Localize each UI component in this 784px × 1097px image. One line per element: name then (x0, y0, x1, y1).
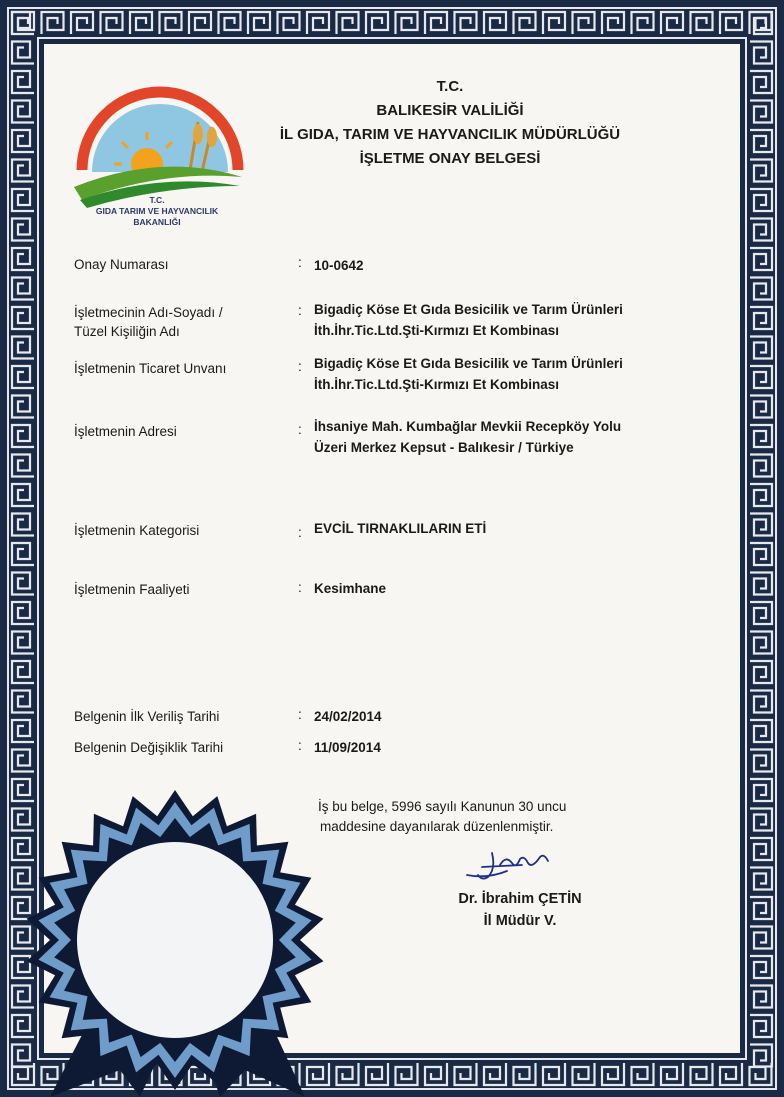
field-value: 10-0642 (314, 258, 364, 273)
field-value: Bigadiç Köse Et Gıda Besicilik ve Tarım Ürünleri İth.İhr.Tic.Ltd.Şti-Kırmızı Et Kombinası (314, 302, 623, 338)
field-label: İşletmenin Faaliyeti (74, 582, 190, 597)
ministry-logo-text (62, 195, 252, 228)
legal-basis-note: İş bu belge, 5996 sayılı Kanunun 30 uncu maddesine dayanılarak düzenlenmiştir. (318, 799, 567, 834)
field-value: İhsaniye Mah. Kumbağlar Mevkii Recepköy Yolu Üzeri Merkez Kepsut - Balıkesir / Türkiye (314, 419, 622, 455)
logo-name-line1: GIDA TARIM VE HAYVANCILIK (95, 206, 219, 216)
logo-name-line2: BAKANLIĞI (133, 217, 181, 227)
field-colon: : (298, 707, 302, 722)
field-label: Belgenin Değişiklik Tarihi (74, 740, 224, 755)
header-document-title: İŞLETME ONAY BELGESİ (359, 150, 541, 167)
field-colon: : (298, 525, 302, 540)
header-tc: T.C. (436, 78, 464, 95)
field-colon: : (298, 359, 302, 374)
field-value: EVCİL TIRNAKLILARIN ETİ (314, 521, 487, 536)
field-label: Onay Numarası (74, 257, 169, 272)
field-label: Belgenin İlk Veriliş Tarihi (74, 709, 220, 724)
field-value: 11/09/2014 (314, 740, 381, 755)
field-colon: : (298, 255, 302, 270)
signatory-block (420, 888, 620, 932)
certificate-header (250, 75, 650, 171)
header-directorate: İL GIDA, TARIM VE HAYVANCILIK MÜDÜRLÜĞÜ (279, 126, 621, 143)
field-label: İşletmenin Ticaret Unvanı (74, 361, 227, 376)
field-colon: : (298, 738, 302, 753)
field-colon: : (298, 422, 302, 437)
signatory-title: İl Müdür V. (483, 913, 557, 929)
field-colon: : (298, 303, 302, 318)
field-value: Kesimhane (314, 581, 387, 596)
field-colon: : (298, 580, 302, 595)
handwritten-signature (462, 845, 562, 885)
field-label: İşletmenin Kategorisi (74, 523, 200, 538)
rosette-seal (20, 770, 330, 1097)
field-label: İşletmecinin Adı-Soyadı / Tüzel Kişiliğin Adı (74, 305, 223, 339)
field-label: İşletmenin Adresi (74, 424, 177, 439)
logo-tc: T.C. (149, 195, 165, 205)
field-value: Bigadiç Köse Et Gıda Besicilik ve Tarım Ürünleri İth.İhr.Tic.Ltd.Şti-Kırmızı Et Kombinası (314, 356, 623, 392)
header-governorship: BALIKESİR VALİLİĞİ (376, 102, 524, 119)
field-value: 24/02/2014 (314, 709, 382, 724)
signatory-name: Dr. İbrahim ÇETİN (458, 891, 582, 907)
